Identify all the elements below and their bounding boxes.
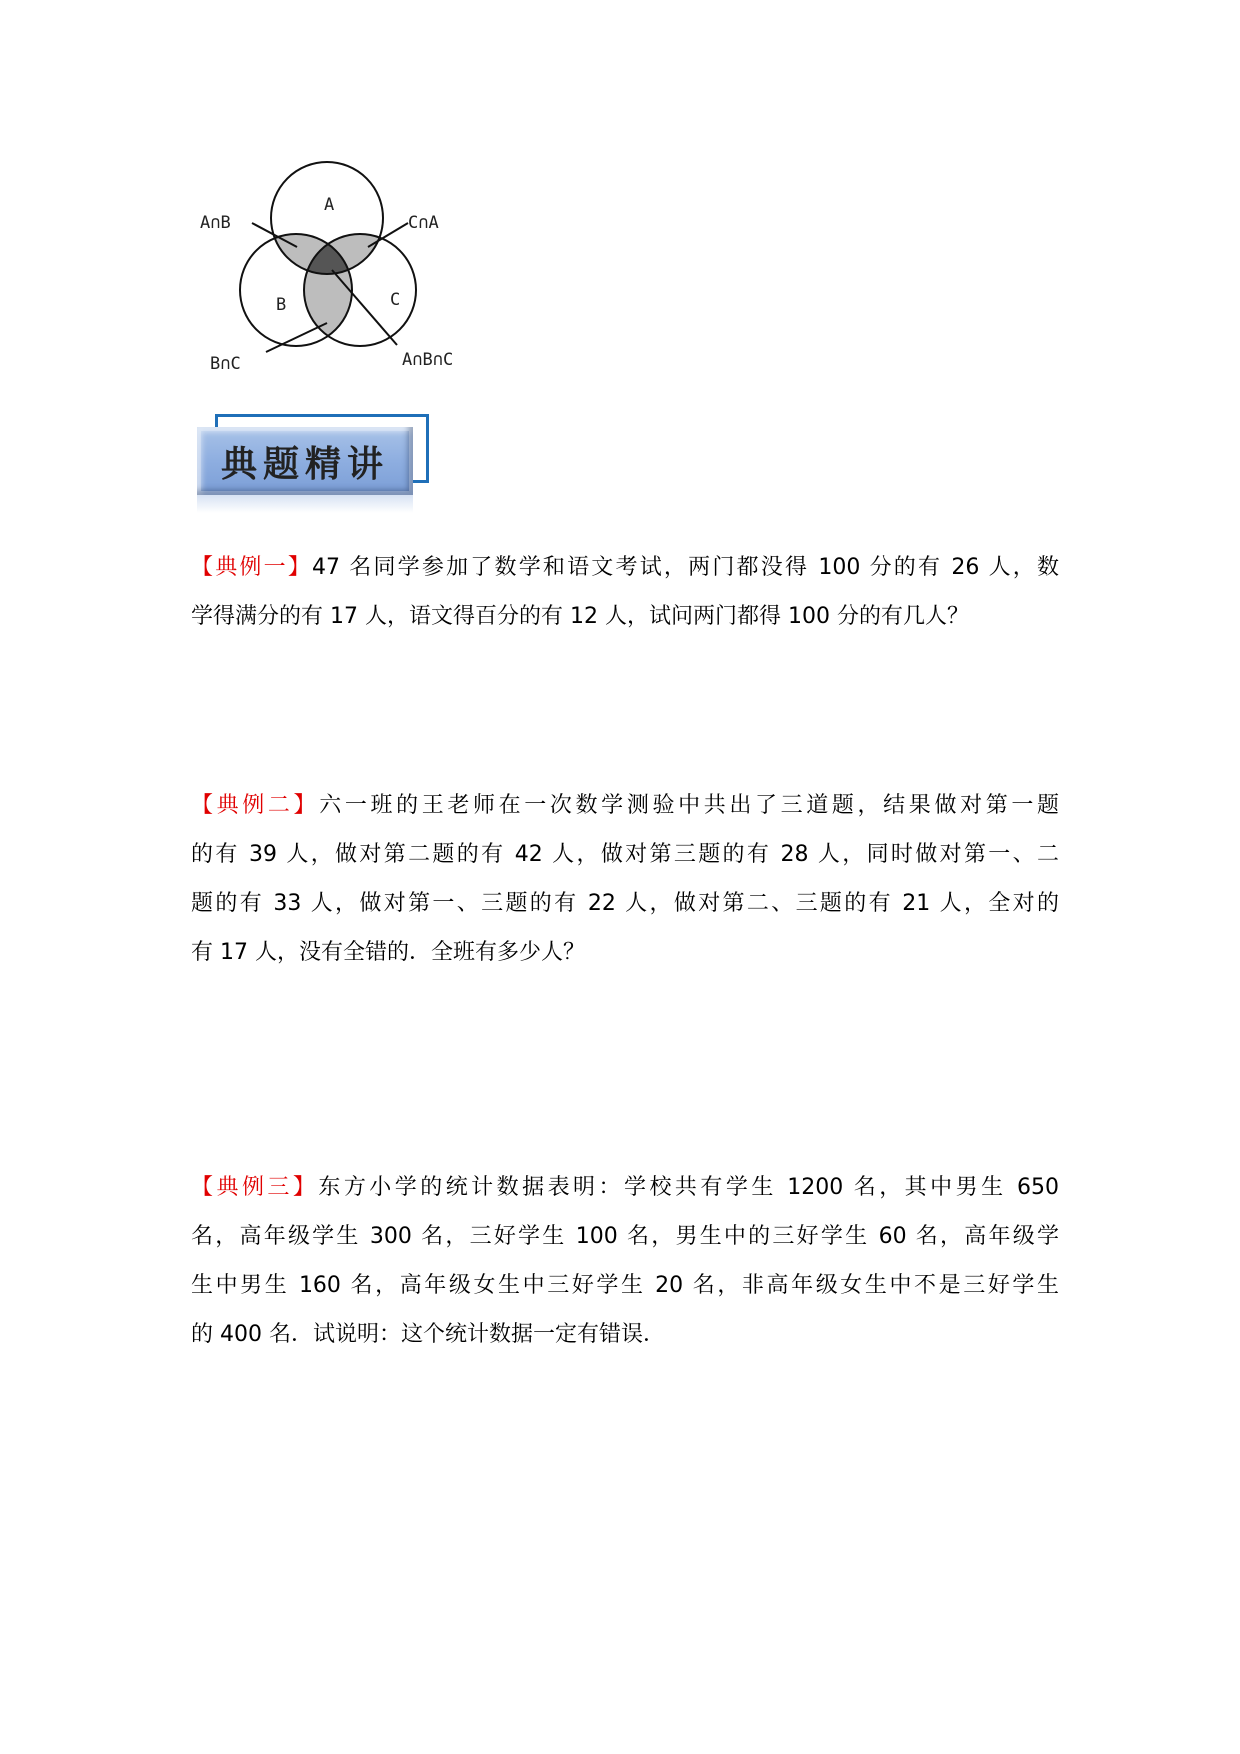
label-a-cap-b-cap-c: A∩B∩C bbox=[402, 350, 454, 370]
banner-title: 典题精讲 bbox=[220, 442, 389, 485]
example-text: 有 17 人，没有全错的．全班有多少人？ bbox=[191, 940, 585, 965]
example-text: 生中男生 160 名，高年级女生中三好学生 20 名，非高年级女生中不是三好学生 bbox=[191, 1273, 1059, 1298]
label-c: C bbox=[390, 290, 401, 310]
example-tag: 【典例一】 bbox=[191, 555, 313, 580]
label-a-cap-b: A∩B bbox=[200, 213, 231, 233]
example-text: 47 名同学参加了数学和语文考试，两门都没得 100 分的有 26 人，数 bbox=[312, 555, 1059, 580]
banner-reflection bbox=[197, 495, 413, 513]
example-text: 六一班的王老师在一次数学测验中共出了三道题，结果做对第一题 bbox=[319, 793, 1059, 818]
venn-diagram bbox=[190, 155, 530, 385]
example-text: 的有 39 人，做对第二题的有 42 人，做对第三题的有 28 人，同时做对第一、二 bbox=[191, 842, 1059, 867]
example-3 bbox=[191, 1163, 1059, 1359]
label-b: B bbox=[276, 295, 287, 315]
example-text: 学得满分的有 17 人，语文得百分的有 12 人，试问两门都得 100 分的有几人？ bbox=[191, 604, 969, 629]
example-text: 名，高年级学生 300 名，三好学生 100 名，男生中的三好学生 60 名，高年级学 bbox=[191, 1224, 1059, 1249]
example-1 bbox=[191, 543, 1059, 641]
label-a: A bbox=[324, 195, 335, 215]
example-text: 题的有 33 人，做对第一、三题的有 22 人，做对第二、三题的有 21 人，全对的 bbox=[191, 891, 1059, 916]
example-tag: 【典例二】 bbox=[191, 793, 320, 818]
label-b-cap-c: B∩C bbox=[210, 354, 241, 374]
label-c-cap-a: C∩A bbox=[408, 213, 439, 233]
example-tag: 【典例三】 bbox=[191, 1175, 319, 1200]
example-2 bbox=[191, 781, 1059, 977]
example-text: 东方小学的统计数据表明：学校共有学生 1200 名，其中男生 650 bbox=[318, 1175, 1059, 1200]
section-banner bbox=[197, 427, 413, 495]
example-text: 的 400 名．试说明：这个统计数据一定有错误． bbox=[191, 1322, 665, 1347]
